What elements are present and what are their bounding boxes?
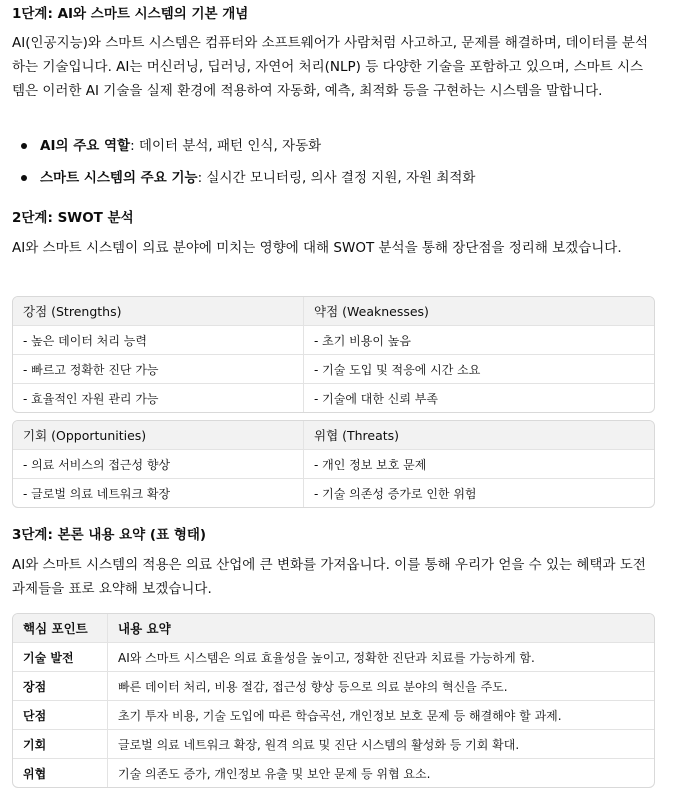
step1-heading: 1단계: AI와 스마트 시스템의 기본 개념 xyxy=(12,6,249,22)
table-row xyxy=(13,479,654,507)
bullet-item xyxy=(12,168,475,200)
table-row xyxy=(13,384,654,412)
table-header-cell: 위협 (Threats) xyxy=(304,421,654,450)
table-row xyxy=(13,643,654,672)
table-cell: - 빠르고 정확한 진단 가능 xyxy=(13,355,304,384)
step1-bullet-list xyxy=(12,136,475,200)
table-row xyxy=(13,672,654,701)
step3-paragraph: AI와 스마트 시스템의 적용은 의료 산업에 큰 변화를 가져옵니다. 이를 통해 우리가 얻을 수 있는 혜택과 도전 과제들을 표로 요약해 보겠습니다. xyxy=(12,557,646,597)
table-cell: 기회 xyxy=(13,730,108,759)
table-cell: 장점 xyxy=(13,672,108,701)
table-cell: - 개인 정보 보호 문제 xyxy=(304,450,654,479)
table-row xyxy=(13,450,654,479)
table-cell: - 기술 의존성 증가로 인한 위험 xyxy=(314,486,477,501)
table-cell: - 기술 도입 및 적응에 시간 소요 xyxy=(304,355,654,384)
table-row xyxy=(13,730,654,759)
table-cell: - 기술에 대한 신뢰 부족 xyxy=(314,391,438,406)
table-header-cell: 기회 (Opportunities) xyxy=(13,421,304,450)
table-header-row xyxy=(13,614,654,643)
step3-heading: 3단계: 본론 내용 요약 (표 형태) xyxy=(12,527,207,543)
table-cell: 단점 xyxy=(13,701,108,730)
table-header-row xyxy=(13,421,654,450)
bullet-label: AI의 주요 역할 xyxy=(40,138,131,154)
table-cell: - 글로벌 의료 네트워크 확장 xyxy=(13,479,304,507)
table-cell: 위협 xyxy=(13,759,108,787)
table-cell: 빠른 데이터 처리, 비용 절감, 접근성 향상 등으로 의료 분야의 혁신을 주도. xyxy=(108,672,654,701)
table-cell: 초기 투자 비용, 기술 도입에 따른 학습곡선, 개인정보 보호 문제 등 해결해야 할 과제. xyxy=(108,701,654,730)
bullet-text: : 데이터 분석, 패턴 인식, 자동화 xyxy=(130,138,322,154)
table-cell: - 효율적인 자원 관리 가능 xyxy=(13,384,304,412)
table-cell: 기술 발전 xyxy=(13,643,108,672)
step2-heading: 2단계: SWOT 분석 xyxy=(12,210,134,226)
bullet-label: 스마트 시스템의 주요 기능 xyxy=(40,170,198,186)
bullet-dot-icon xyxy=(21,175,27,181)
table-header-cell: 강점 (Strengths) xyxy=(13,297,304,326)
summary-table xyxy=(12,613,655,788)
table-row xyxy=(13,326,654,355)
table-cell: AI와 스마트 시스템은 의료 효율성을 높이고, 정확한 진단과 치료를 가능하게 함. xyxy=(108,643,654,672)
table-cell: 기술 의존도 증가, 개인정보 유출 및 보안 문제 등 위협 요소. xyxy=(118,766,431,781)
step1-paragraph: AI(인공지능)와 스마트 시스템은 컴퓨터와 소프트웨어가 사람처럼 사고하고, 문제를 해결하며, 데이터를 분석하는 기술입니다. AI는 머신러닝, 딥러닝, 자연어 처리(NLP) 등 다양한 기술을 포함하고 있으며, 스마트 시스템은 이러한 AI 기술을 실제 환경에 적용하여 자동화, 예측, 최적화 등을 구현하는 시스템을 말합니다. xyxy=(12,35,649,99)
table-header-cell: 핵심 포인트 xyxy=(13,614,108,643)
step2-paragraph: AI와 스마트 시스템이 의료 분야에 미치는 영향에 대해 SWOT 분석을 통해 장단점을 정리해 보겠습니다. xyxy=(12,240,622,256)
bullet-text: : 실시간 모니터링, 의사 결정 지원, 자원 최적화 xyxy=(197,170,476,186)
table-header-row xyxy=(13,297,654,326)
table-row xyxy=(13,701,654,730)
table-cell: - 의료 서비스의 접근성 향상 xyxy=(13,450,304,479)
table-header-cell: 내용 요약 xyxy=(108,614,654,643)
table-cell: - 높은 데이터 처리 능력 xyxy=(13,326,304,355)
table-row xyxy=(13,759,654,787)
bullet-item xyxy=(12,136,475,168)
table-cell: - 초기 비용이 높음 xyxy=(304,326,654,355)
bullet-dot-icon xyxy=(21,143,27,149)
table-header-cell: 약점 (Weaknesses) xyxy=(304,297,654,326)
swot-strengths-weaknesses-table xyxy=(12,296,655,413)
swot-opportunities-threats-table xyxy=(12,420,655,508)
table-row xyxy=(13,355,654,384)
table-cell: 글로벌 의료 네트워크 확장, 원격 의료 및 진단 시스템의 활성화 등 기회 확대. xyxy=(108,730,654,759)
